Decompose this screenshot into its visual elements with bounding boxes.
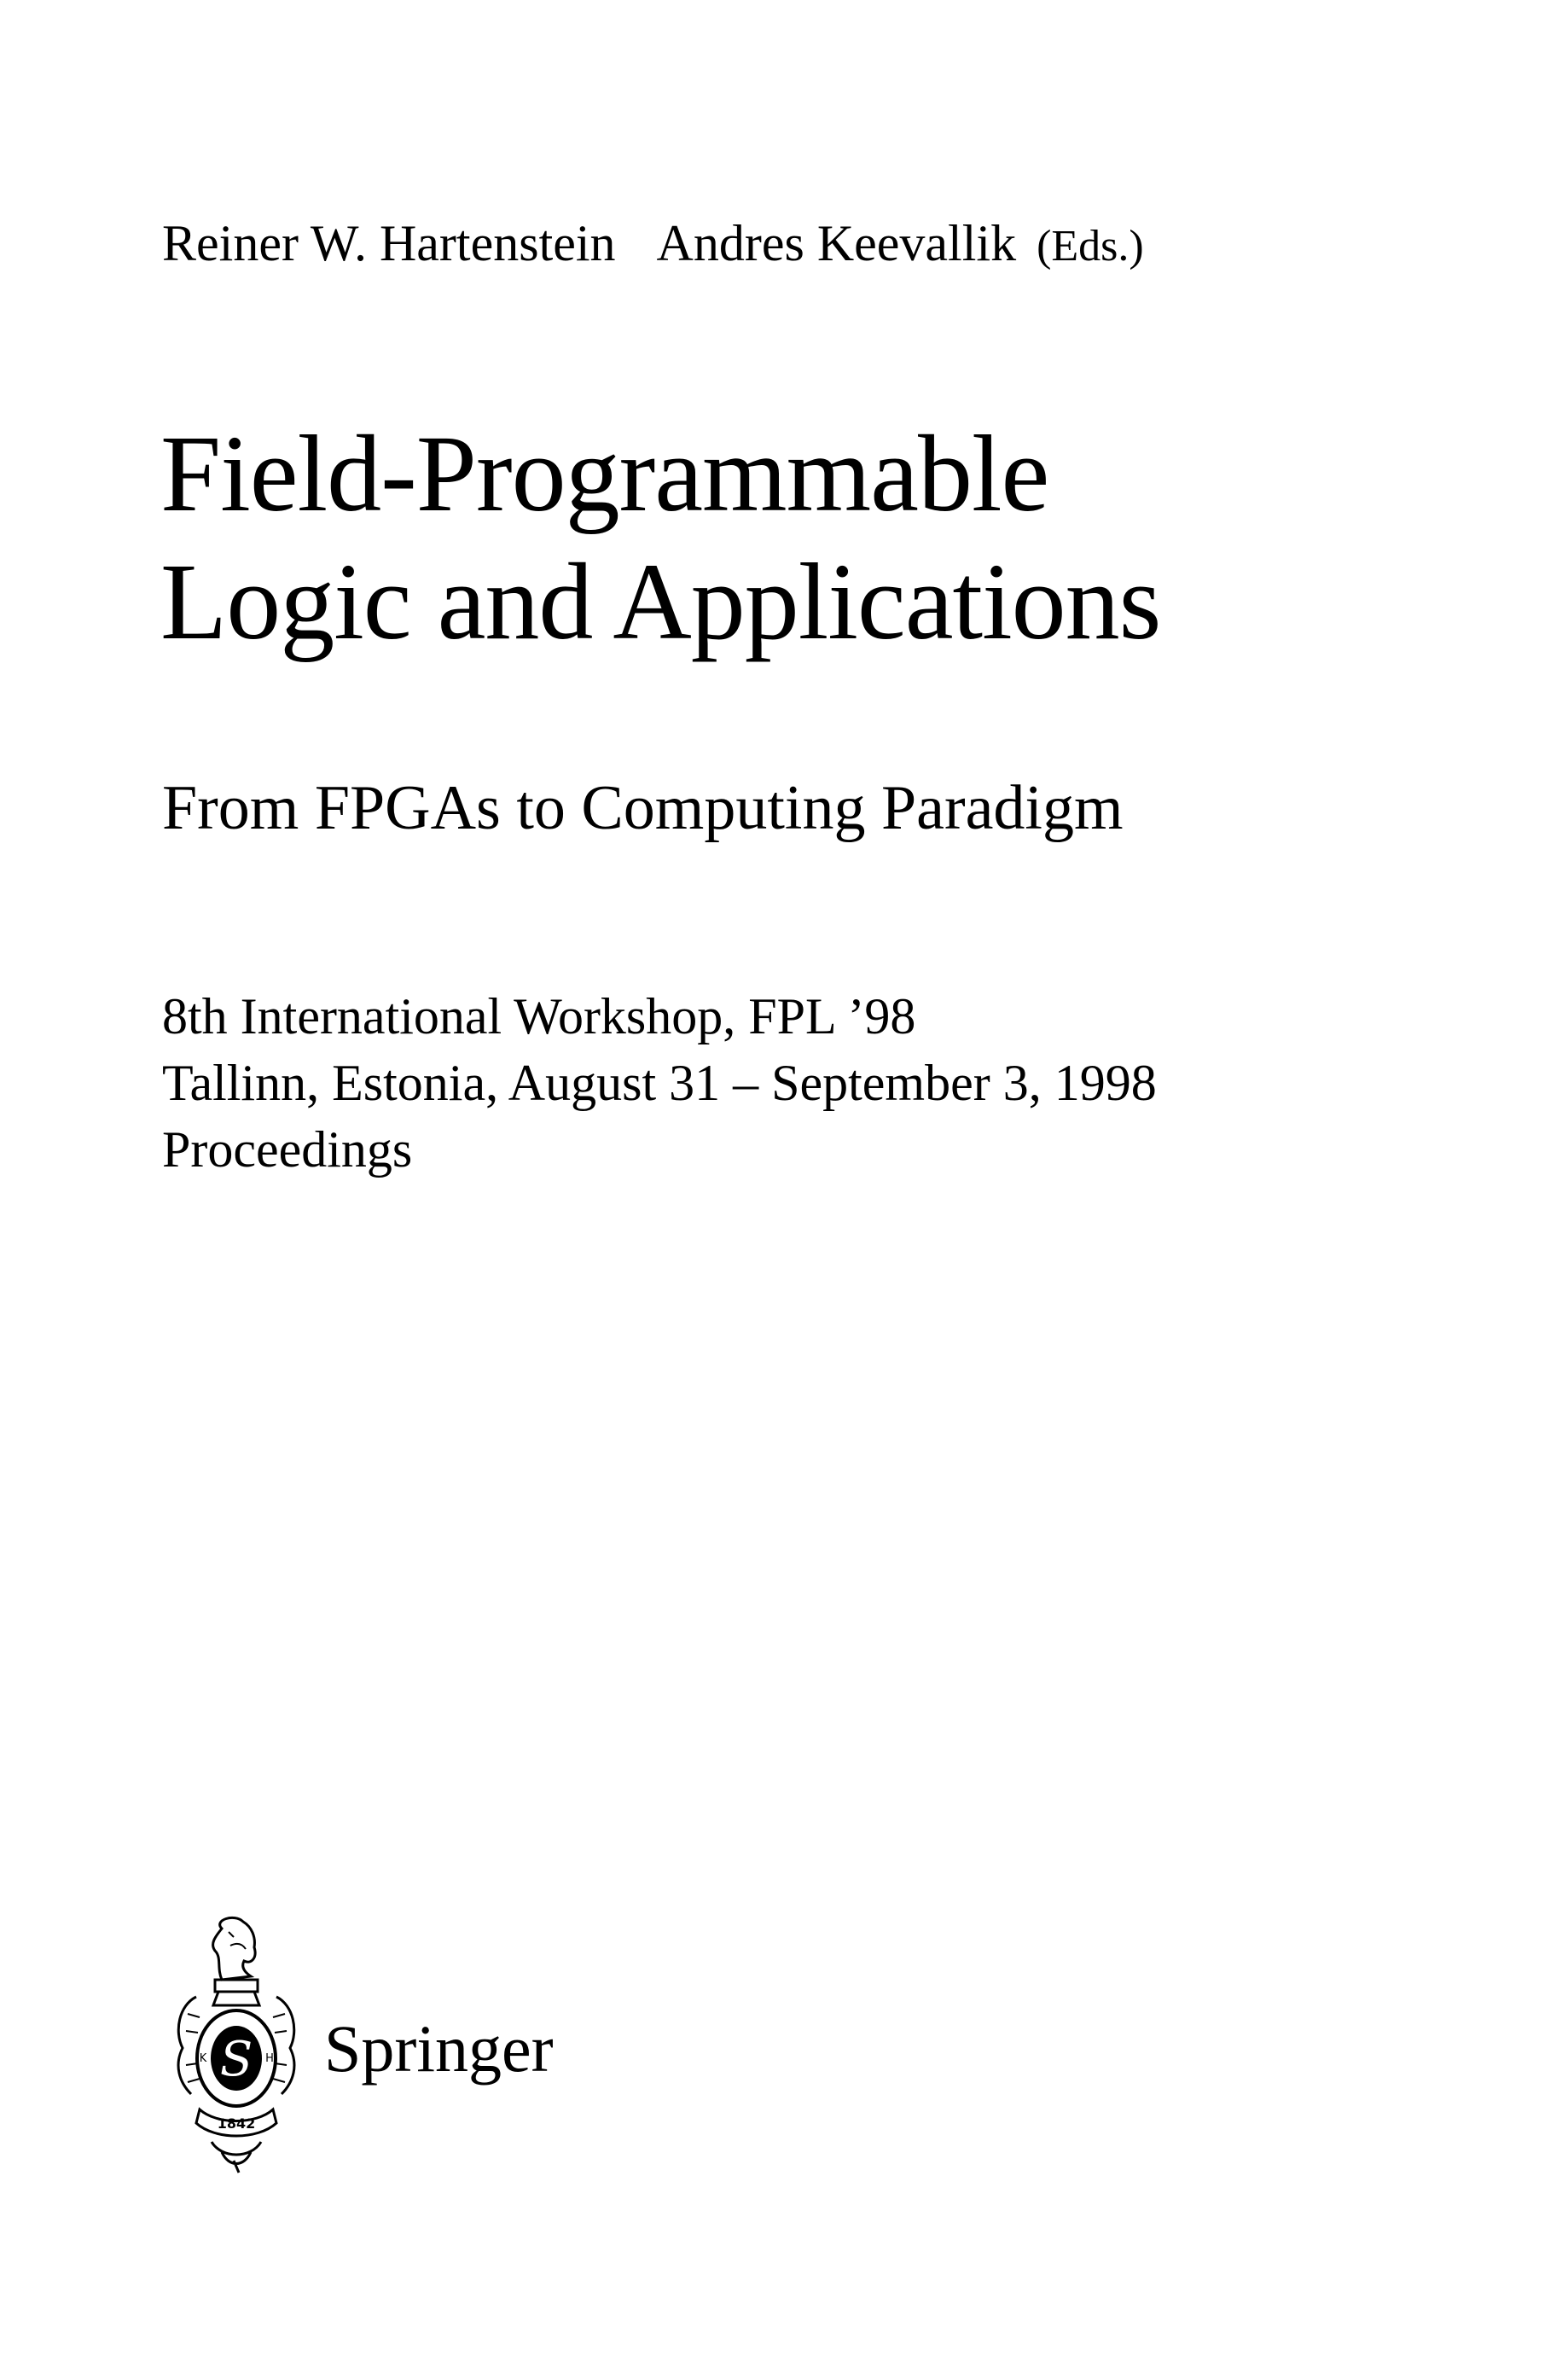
book-title xyxy=(160,410,1160,666)
editor-name: Reiner W. Hartenstein xyxy=(162,215,616,271)
workshop-line: Tallinn, Estonia, August 31 – September 3, 1998 xyxy=(162,1055,1157,1111)
publisher-name: Springer xyxy=(324,2011,554,2086)
editors-role: (Eds.) xyxy=(1037,222,1144,271)
publisher-imprint xyxy=(162,1911,640,2185)
workshop-line: 8th International Workshop, FPL ’98 xyxy=(162,988,916,1044)
svg-text:H: H xyxy=(265,2052,274,2065)
book-subtitle: From FPGAs to Computing Paradigm xyxy=(162,773,1124,843)
svg-text:S: S xyxy=(219,2032,253,2087)
svg-text:1842: 1842 xyxy=(217,2115,256,2132)
workshop-info xyxy=(162,983,1157,1183)
springer-knight-emblem-icon xyxy=(162,1911,316,2176)
svg-text:K: K xyxy=(199,2052,207,2065)
editor-name: Andres Keevallik xyxy=(656,215,1017,271)
book-title-line: Logic and Applications xyxy=(160,541,1161,662)
book-title-line: Field-Programmable xyxy=(160,413,1049,534)
workshop-line: Proceedings xyxy=(162,1121,413,1178)
editors-line xyxy=(162,215,1144,271)
